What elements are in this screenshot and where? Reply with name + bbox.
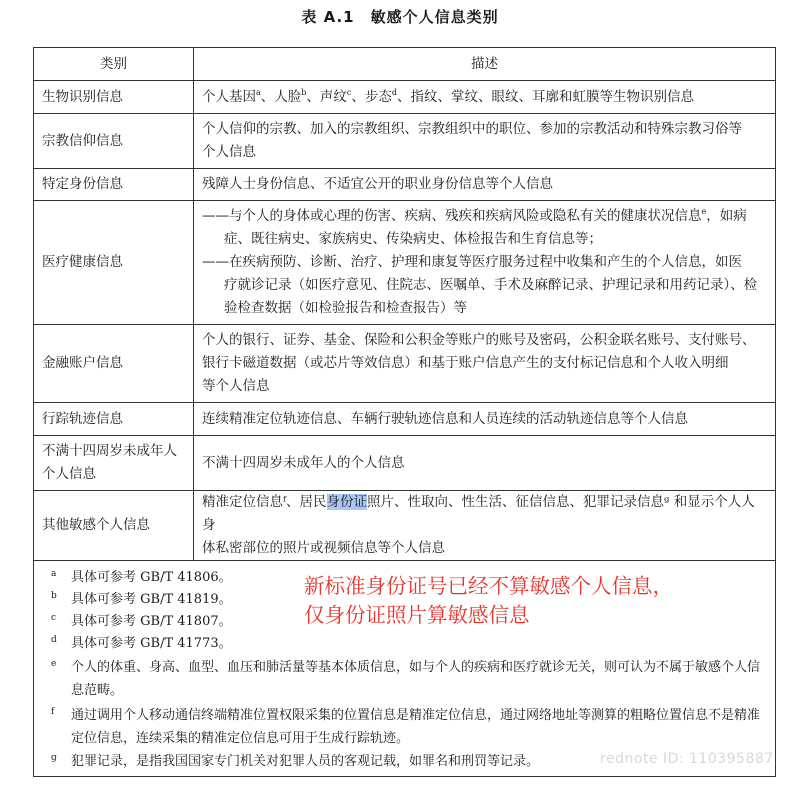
footnote [51, 656, 771, 702]
desc-line: 个人基因$^a$、人脸$^b$、声纹$^c$、步态$^d$、指纹、掌纹、眼纹、耳廓和虹膜等生物识别信息 [202, 87, 695, 105]
desc-line: 个人的银行、证券、基金、保险和公积金等账户的账号及密码，公积金联名账号、支付账号、 [202, 332, 756, 348]
table-title: 表 A.1 敏感个人信息类别 [301, 8, 499, 26]
footnote [51, 704, 771, 750]
desc-line: ——与个人的身体或心理的伤害、疾病、残疾和疾病风险或隐私有关的健康状况信息$^e$，如病 [202, 207, 747, 224]
row-description [194, 201, 776, 325]
row-category: 其他敏感个人信息 [34, 491, 194, 561]
desc-line: 连续精准定位轨迹信息、车辆行驶轨迹信息和人员连续的活动轨迹信息等个人信息 [202, 410, 688, 427]
footnote-text: 通过调用个人移动通信终端精准位置权限采集的位置信息是精准定位信息，通过网络地址等测算的粗略位置信息不是精准定位信息，连续采集的精准定位信息可用于生成行踪轨迹。 [71, 708, 761, 746]
desc-line: 残障人士身份信息、不适宜公开的职业身份信息等个人信息 [202, 176, 553, 192]
desc-pre: 精准定位信息ᶠ、居民 [202, 494, 327, 510]
highlighted-text: 身份证 [326, 494, 367, 510]
header-description: 描述 [194, 48, 776, 81]
header-category: 类别 [34, 48, 194, 81]
table-row [34, 81, 776, 114]
footnote [51, 632, 771, 655]
row-category: 不满十四周岁未成年人个人信息 [34, 436, 194, 491]
sensitive-info-table [33, 47, 776, 561]
table-row [34, 169, 776, 201]
desc-line: 体私密部位的照片或视频信息等个人信息 [202, 540, 445, 556]
desc-line: 等个人信息 [202, 378, 270, 394]
desc-line: 银行卡磁道数据（或芯片等效信息）和基于账户信息产生的支付标记信息和个人收入明细 [202, 355, 729, 371]
footnote-mark: b [51, 591, 57, 601]
table-row [34, 403, 776, 436]
desc-line [202, 491, 767, 537]
table-row [34, 201, 776, 325]
row-category: 医疗健康信息 [34, 201, 194, 325]
annotation-line: 新标准身份证号已经不算敏感个人信息， [304, 574, 673, 598]
annotation-line: 仅身份证照片算敏感信息 [304, 603, 530, 627]
footnote-mark: d [51, 635, 57, 645]
footnote-text: 具体可参考 GB/T 41773。 [71, 636, 232, 651]
row-category: 宗教信仰信息 [34, 114, 194, 169]
footnote-text: 犯罪记录，是指我国国家专门机关对犯罪人员的客观记载，如罪名和刑罚等记录。 [71, 754, 540, 769]
footnote-mark: c [51, 613, 57, 623]
desc-line: 症、既往病史、家族病史、传染病史、体检报告和生育信息等； [224, 231, 602, 247]
row-description [194, 491, 776, 561]
red-annotation [304, 572, 724, 630]
footnote-mark: g [51, 753, 57, 763]
row-category: 行踪轨迹信息 [34, 403, 194, 436]
row-description [194, 436, 776, 491]
row-description [194, 325, 776, 403]
desc-line: 不满十四周岁未成年人的个人信息 [202, 454, 405, 471]
footnote-mark: f [51, 707, 55, 717]
row-category: 特定身份信息 [34, 169, 194, 201]
footnote-text: 具体可参考 GB/T 41819。 [71, 592, 232, 607]
desc-line: 个人信仰的宗教、加入的宗教组织、宗教组织中的职位、参加的宗教活动和特殊宗教习俗等 [202, 121, 742, 137]
watermark: rednote ID: 110395887 [600, 751, 774, 767]
table-row [34, 325, 776, 403]
footnote-text: 个人的体重、身高、血型、血压和肺活量等基本体质信息，如与个人的疾病和医疗就诊无关，则可认为不属于敏感个人信息范畴。 [71, 660, 761, 698]
row-description [194, 169, 776, 201]
table-row [34, 114, 776, 169]
row-category: 生物识别信息 [34, 81, 194, 114]
footnote-text: 具体可参考 GB/T 41807。 [71, 614, 232, 629]
row-description [194, 403, 776, 436]
row-category: 金融账户信息 [34, 325, 194, 403]
table-row [34, 436, 776, 491]
desc-line: 验检查数据（如检验报告和检查报告）等 [224, 300, 467, 316]
desc-line: 个人信息 [202, 144, 256, 160]
footnote-mark: e [51, 659, 57, 669]
footnote-text: 具体可参考 GB/T 41806。 [71, 570, 232, 585]
table-row [34, 491, 776, 561]
desc-line: ——在疾病预防、诊断、治疗、护理和康复等医疗服务过程中收集和产生的个人信息，如医 [202, 254, 742, 270]
desc-line: 疗就诊记录（如医疗意见、住院志、医嘱单、手术及麻醉记录、护理记录和用药记录）、检 [224, 277, 758, 293]
row-description [194, 81, 776, 114]
row-description [194, 114, 776, 169]
footnote-mark: a [51, 569, 57, 579]
table-header-row [34, 48, 776, 81]
desc-post: 照片、性取向、性生活、征信信息、犯罪记录信息ᵍ 和显示个人人身 [202, 494, 755, 533]
